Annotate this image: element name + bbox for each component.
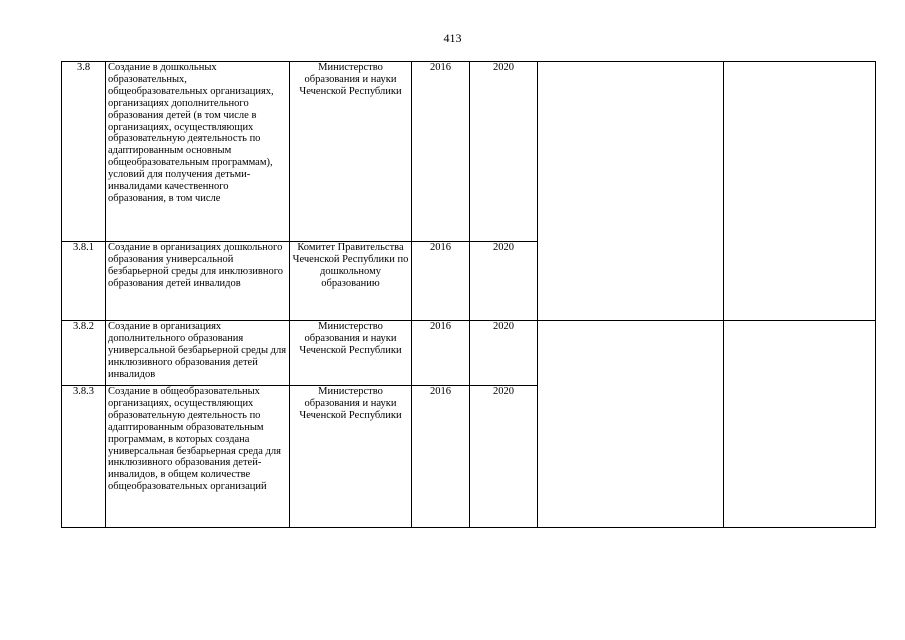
measure-name: Создание в организациях дополнительного образования универсальной безбарьерной среды для инклюзивного образования детей инвалидов (106, 321, 290, 386)
end-year: 2020 (470, 242, 538, 321)
measure-name: Создание в общеобразовательных организациях, осуществляющих образовательную деятельность по адаптированным образовательным программам, в которых создана универсальная безбарьерная среда для инклюзивного образования детей-инвалидов, в общем количестве общеобразовательных организаций (106, 386, 290, 528)
measures-table (61, 61, 876, 528)
table-row (62, 321, 876, 386)
start-year: 2016 (412, 321, 470, 386)
executor: Министерство образования и науки Чеченской Республики (290, 386, 412, 528)
end-year: 2020 (470, 321, 538, 386)
end-year: 2020 (470, 386, 538, 528)
table-row (62, 62, 876, 242)
start-year: 2016 (412, 242, 470, 321)
page-number: 413 (443, 31, 462, 45)
empty-cell (538, 321, 724, 528)
row-number: 3.8.2 (62, 321, 106, 386)
executor: Комитет Правительства Чеченской Республики по дошкольному образованию (290, 242, 412, 321)
empty-cell (724, 321, 876, 528)
row-number: 3.8 (62, 62, 106, 242)
empty-cell (724, 62, 876, 321)
end-year: 2020 (470, 62, 538, 242)
measure-name: Создание в дошкольных образовательных, общеобразовательных организациях, организациях дополнительного образования детей (в том числе в организациях, осуществляющих образовательную деятельность по адаптированным основным общеобразовательным программам), условий для получения детьми-инвалидами качественного образования, в том числе (106, 62, 290, 242)
executor: Министерство образования и науки Чеченской Республики (290, 321, 412, 386)
measure-name: Создание в организациях дошкольного образования универсальной безбарьерной среды для инклюзивного образования детей инвалидов (106, 242, 290, 321)
row-number: 3.8.3 (62, 386, 106, 528)
empty-cell (538, 62, 724, 321)
start-year: 2016 (412, 62, 470, 242)
row-number: 3.8.1 (62, 242, 106, 321)
executor: Министерство образования и науки Чеченской Республики (290, 62, 412, 242)
start-year: 2016 (412, 386, 470, 528)
